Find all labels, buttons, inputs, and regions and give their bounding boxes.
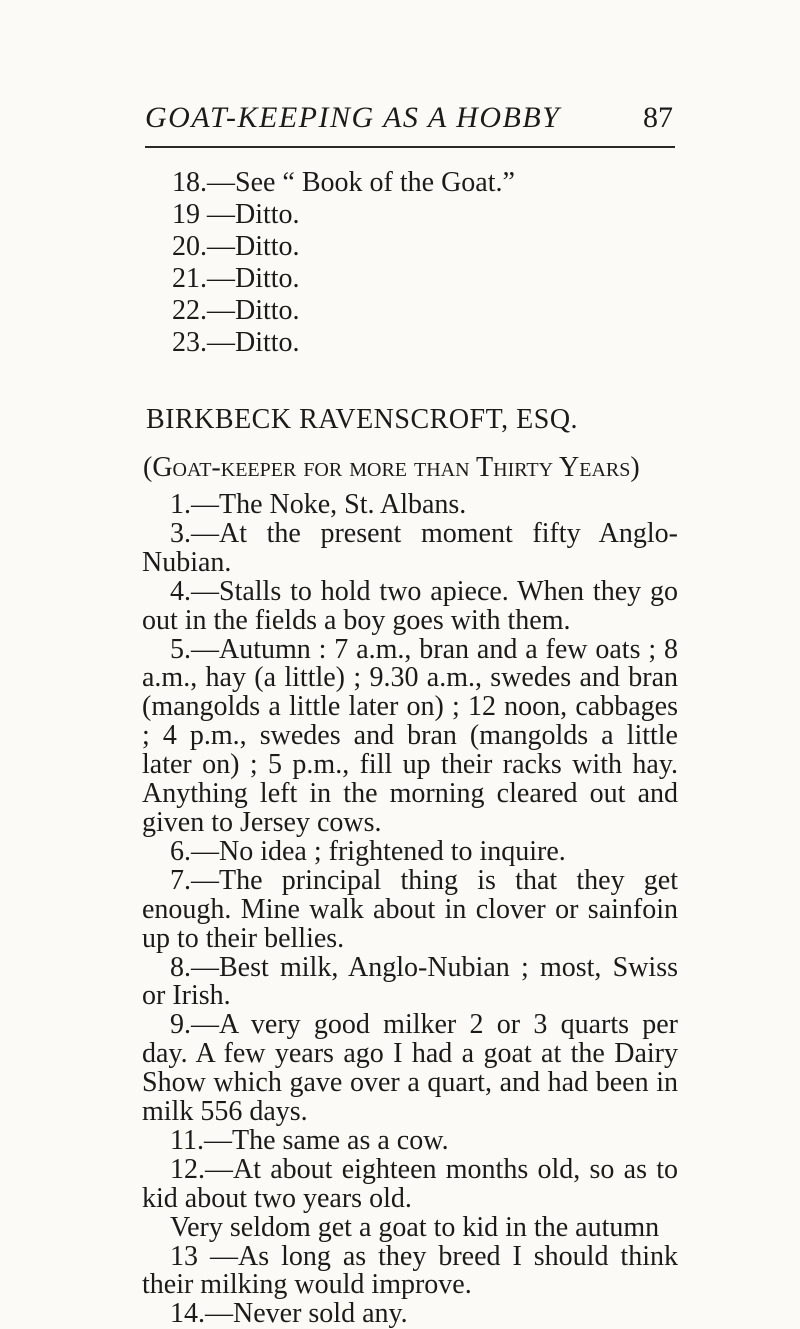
running-title: GOAT-KEEPING AS A HOBBY xyxy=(145,101,561,134)
paragraph: 12.—At about eighteen months old, so as to kid about two years old. xyxy=(142,1153,678,1214)
paragraph: 8.—Best milk, Anglo-Nubian ; most, Swiss or Irish. xyxy=(142,951,678,1012)
answer-item: 19 —Ditto. xyxy=(172,199,300,230)
answer-item: 20.—Ditto. xyxy=(172,231,300,262)
paragraph: 7.—The principal thing is that they get enough. Mine walk about in clover or sainfoin up to their bellies. xyxy=(142,864,678,954)
page-number: 87 xyxy=(643,101,673,134)
answers-list-top xyxy=(172,166,672,356)
paragraph: 9.—A very good milker 2 or 3 quarts per day. A few years ago I had a goat at the Dairy Show which gave over a quart, and had been in milk 556 days. xyxy=(142,1009,678,1128)
page-header xyxy=(145,100,675,150)
paragraph: 14.—Never sold any. xyxy=(170,1298,408,1329)
paragraph: 5.—Autumn : 7 a.m., bran and a few oats ; 8 a.m., hay (a little) ; 9.30 a.m., swedes and bran (mangolds a little later on) ; 12 noon, cabbages ; 4 p.m., swedes and bran (mangolds a little later on) ; 5 p.m., fill up their racks with hay. Anything left in the morning cleared out and given to Jersey cows. xyxy=(142,633,678,838)
paragraph: 11.—The same as a cow. xyxy=(170,1124,449,1156)
paragraph: Very seldom get a goat to kid in the autumn xyxy=(170,1211,660,1243)
paragraph: 6.—No idea ; frightened to inquire. xyxy=(170,835,566,867)
paragraph: 3.—At the present moment fifty Anglo-Nubian. xyxy=(142,517,678,578)
section-heading: BIRKBECK RAVENSCROFT, ESQ. xyxy=(146,404,579,435)
section-body xyxy=(142,491,678,1329)
paragraph: 13 —As long as they breed I should think their milking would improve. xyxy=(142,1240,678,1301)
paragraph: 1.—The Noke, St. Albans. xyxy=(170,489,467,520)
header-rule xyxy=(145,146,675,148)
answer-item: 21.—Ditto. xyxy=(172,263,300,294)
answer-item: 22.—Ditto. xyxy=(172,295,300,326)
section-subheading: (Goat-keeper for more than Thirty Years) xyxy=(143,452,640,483)
answer-item: 23.—Ditto. xyxy=(172,327,300,358)
paragraph: 4.—Stalls to hold two apiece. When they go out in the fields a boy goes with them. xyxy=(142,575,678,636)
answer-item: 18.—See “ Book of the Goat.” xyxy=(172,167,515,198)
